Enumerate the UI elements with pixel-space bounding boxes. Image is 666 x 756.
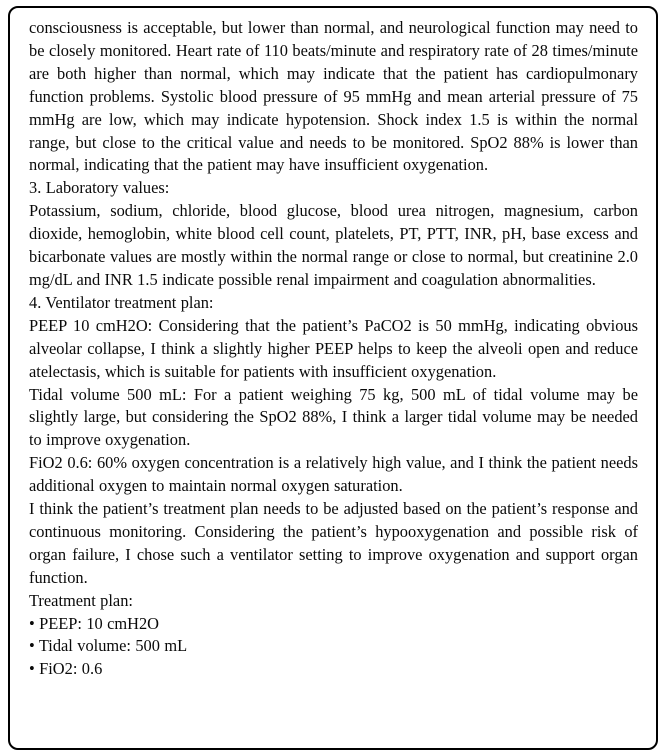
treatment-plan-heading: Treatment plan: — [29, 590, 133, 610]
paragraph-tidal-volume-rationale: Tidal volume 500 mL: For a patient weighing 75 kg, 500 mL of tidal volume may be slightly large, but considering the SpO2 88%, I think a larger tidal volume may be needed to improve oxygenation. — [29, 384, 638, 450]
paragraph-treatment-adjustment: I think the patient’s treatment plan needs to be adjusted based on the patient’s response and continuous monitoring. Considering the patient’s hypooxygenation and possible risk of organ failure, I chose such a ventilator setting to improve oxygenation and support organ function. — [29, 499, 638, 587]
boxed-text-panel — [8, 6, 658, 750]
bullet-fio2-value: • FiO2: 0.6 — [29, 659, 103, 679]
section-heading-laboratory-values: 3. Laboratory values: — [29, 178, 170, 198]
bullet-peep-value: • PEEP: 10 cmH2O — [29, 613, 160, 633]
paragraph-peep-rationale: PEEP 10 cmH2O: Considering that the patient’s PaCO2 is 50 mmHg, indicating obvious alveolar collapse, I think a slightly higher PEEP helps to keep the alveoli open and reduce atelectasis, which is suitable for patients with insufficient oxygenation. — [29, 315, 638, 381]
section-heading-ventilator-treatment-plan: 4. Ventilator treatment plan: — [29, 292, 214, 312]
paragraph-fio2-rationale: FiO2 0.6: 60% oxygen concentration is a relatively high value, and I think the patient needs additional oxygen to maintain normal oxygen saturation. — [29, 453, 638, 496]
paragraph-laboratory-values: Potassium, sodium, chloride, blood glucose, blood urea nitrogen, magnesium, carbon dioxide, hemoglobin, white blood cell count, platelets, PT, PTT, INR, pH, base excess and bicarbonate values are mostly within the normal range or close to normal, but creatinine 2.0 mg/dL and INR 1.5 indicate possible renal impairment and coagulation abnormalities. — [29, 201, 638, 289]
paragraph-vital-signs-assessment: consciousness is acceptable, but lower than normal, and neurological function may need to be closely monitored. Heart rate of 110 beats/minute and respiratory rate of 28 times/minute are both higher than normal, which may indicate that the patient has cardiopulmonary function problems. Systolic blood pressure of 95 mmHg and mean arterial pressure of 75 mmHg are low, which may indicate hypotension. Shock index 1.5 is within the normal range, but close to the critical value and needs to be monitored. SpO2 88% is lower than normal, indicating that the patient may have insufficient oxygenation. — [29, 18, 638, 175]
bullet-tidal-volume-value: • Tidal volume: 500 mL — [29, 636, 188, 656]
